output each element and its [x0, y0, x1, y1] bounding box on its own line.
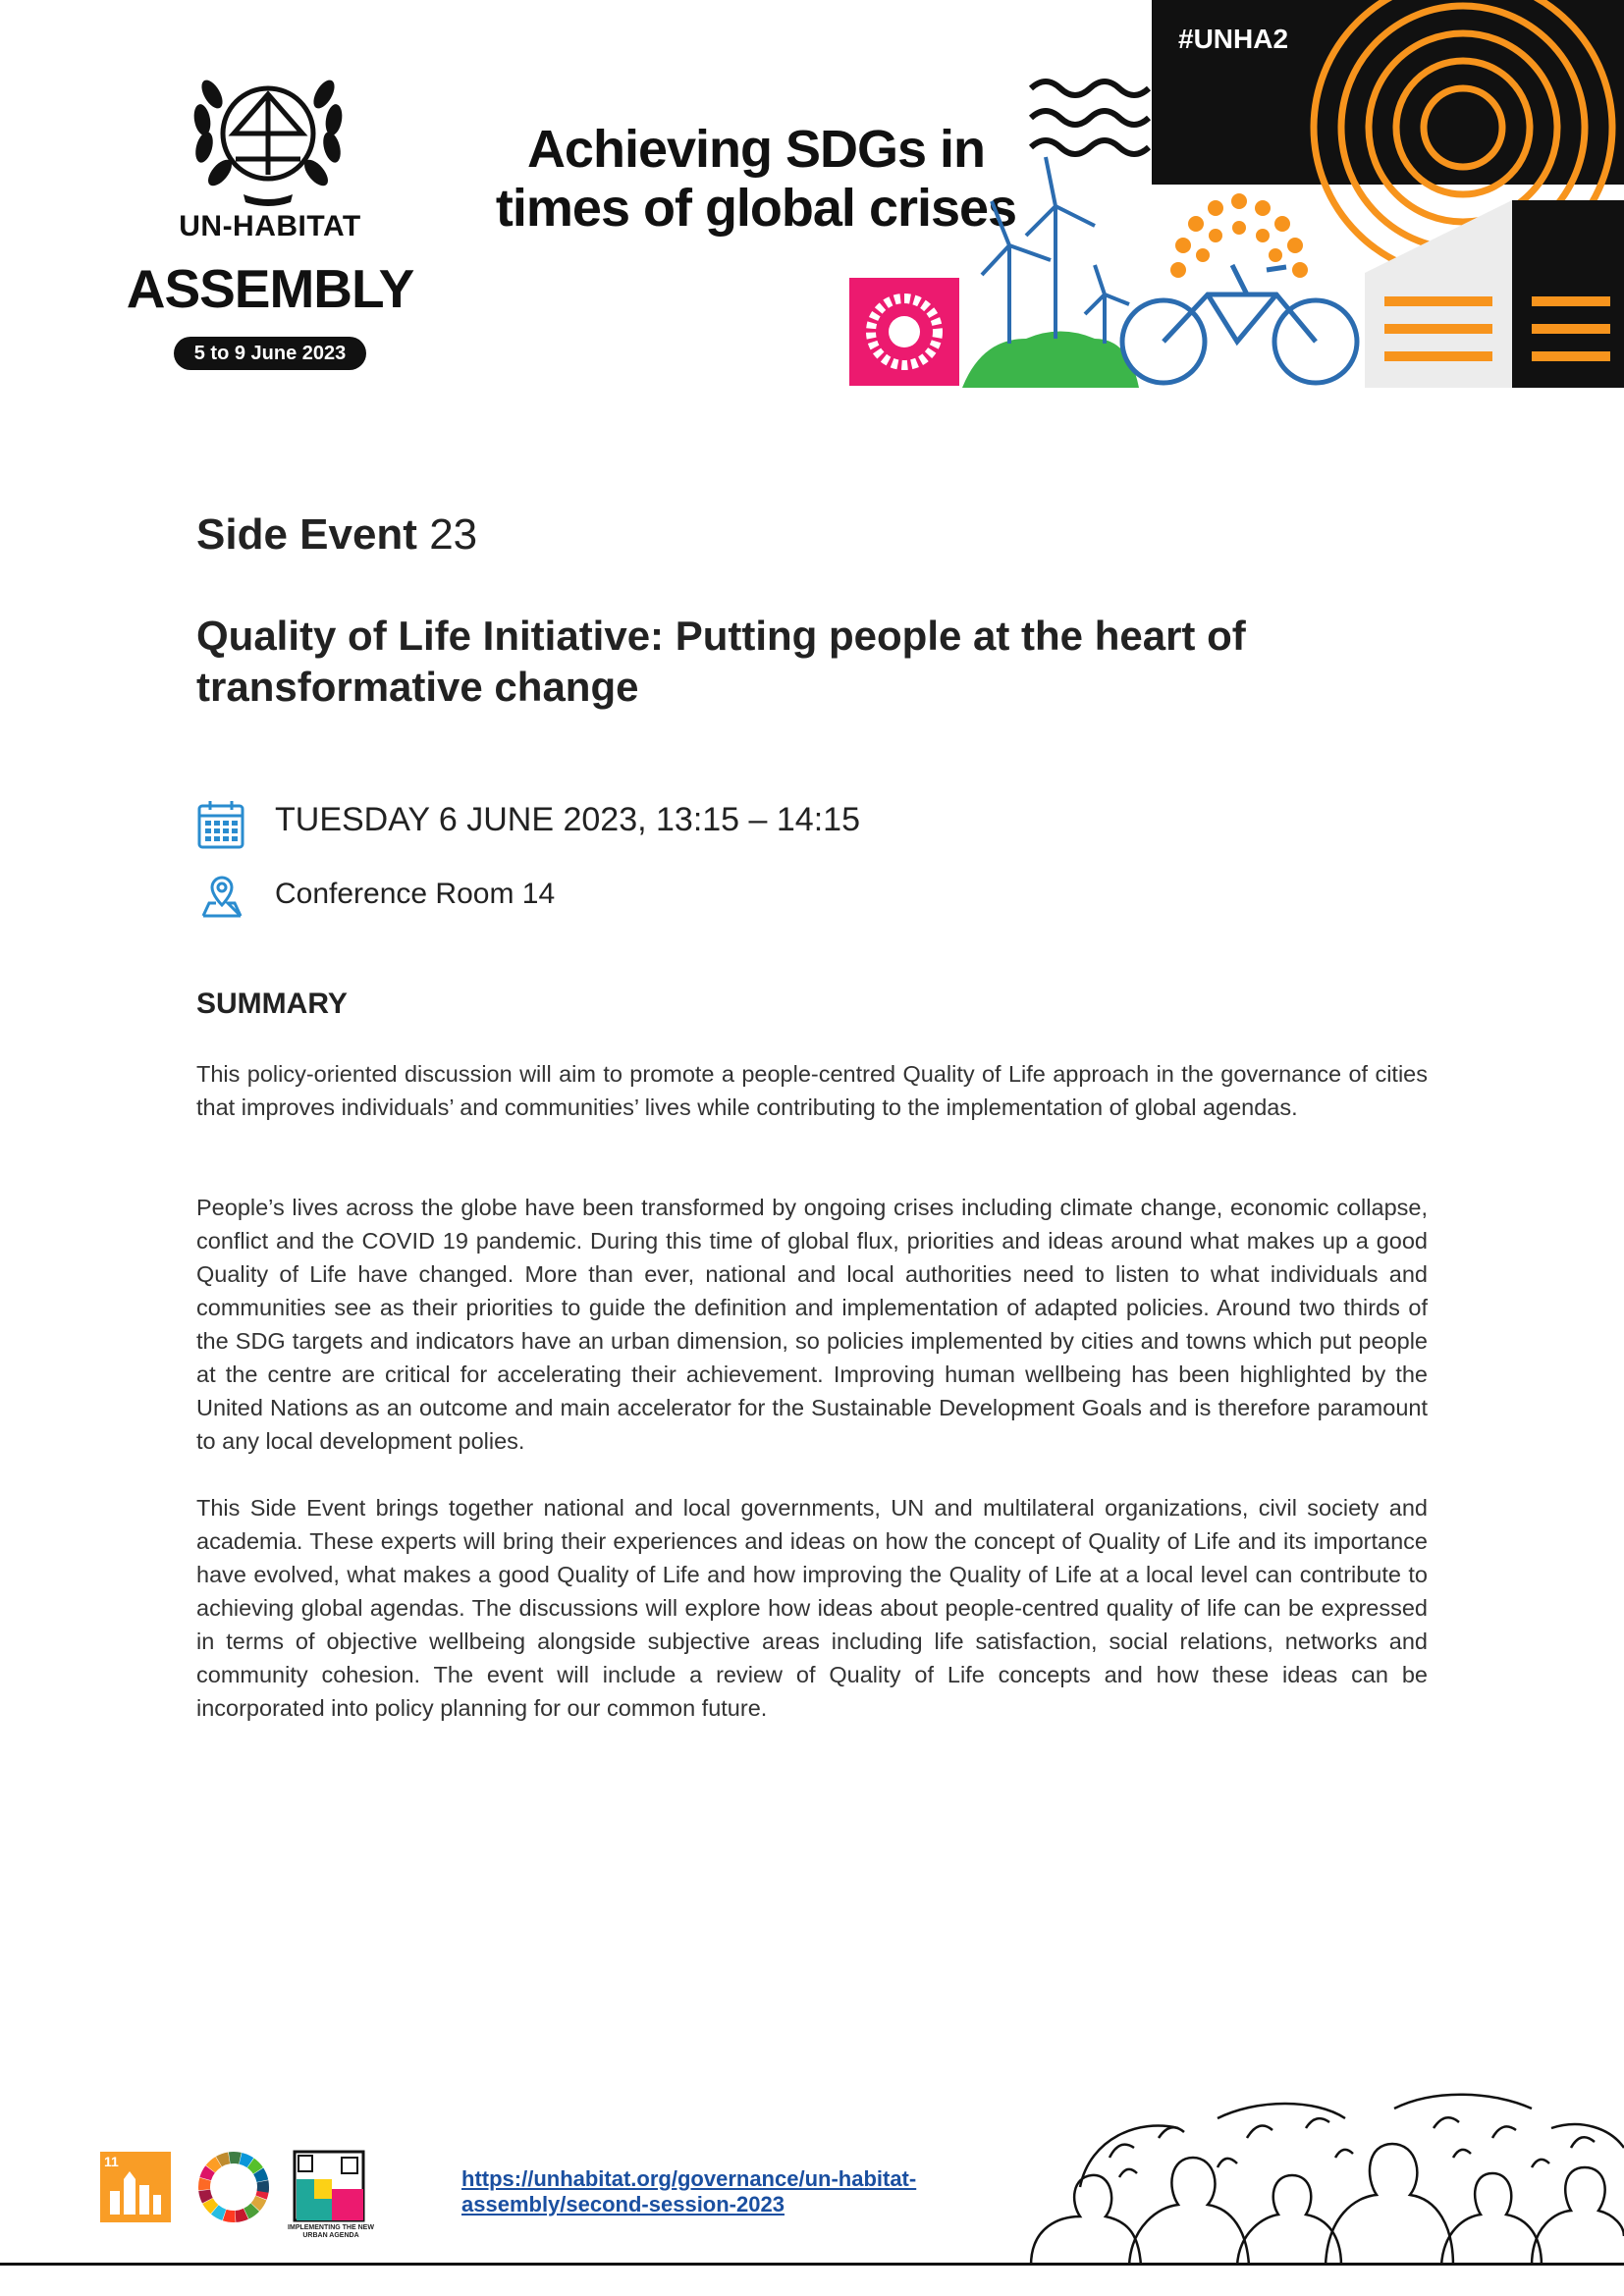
crowd-illustration	[1021, 2079, 1624, 2266]
side-event-label: Side Event	[196, 510, 417, 559]
dates-badge: 5 to 9 June 2023	[174, 337, 366, 370]
sun-dots	[1170, 193, 1308, 278]
map-pin-icon	[199, 874, 244, 919]
event-title: Quality of Life Initiative: Putting people at the heart of transformative change	[196, 613, 1246, 710]
tagline-line-1: Achieving SDGs in	[526, 120, 986, 179]
sdg-11-number: 11	[104, 2154, 119, 2169]
sdg-11-logo	[100, 2152, 171, 2222]
assembly-name: ASSEMBLY	[126, 258, 414, 319]
header-artwork	[844, 0, 1624, 393]
summary-paragraph-1: This policy-oriented discussion will aim to promote a people-centred Quality of Life approach in the governance of cities that improves individuals’ and communities’ lives while contributing to the implementation of global agendas.	[196, 1061, 1428, 1120]
summary-heading: SUMMARY	[196, 988, 348, 1020]
hashtag: #UNHA2	[1178, 24, 1289, 54]
event-link-line-2[interactable]: assembly/second-session-2023	[461, 2192, 785, 2216]
bicycle-icon	[1122, 265, 1357, 383]
event-location: Conference Room 14	[275, 878, 556, 910]
sdg-wheel-icon	[196, 2150, 271, 2224]
calendar-icon	[196, 799, 245, 850]
footer-rule	[0, 2263, 1624, 2266]
event-link[interactable]	[461, 2166, 992, 2217]
wave-lines	[1031, 81, 1149, 154]
wind-turbine-icon	[982, 157, 1129, 344]
org-name: UN-HABITAT	[179, 210, 361, 242]
tagline-line-2: times of global crises	[495, 179, 1017, 238]
nua-logo	[293, 2150, 365, 2222]
summary-paragraph-2: People’s lives across the globe have been transformed by ongoing crises including climate change, economic collapse, conflict and the COVID 19 pandemic. During this time of global flux, priorities and ideas around what makes up a good Quality of Life have changed. More than ever, national and local authorities need to listen to what individuals and communities see as their priorities to guide the definition and implementation of adapted policies. Around two thirds of the SDG targets and indicators have an urban dimension, so policies implemented by cities and towns which put people at the centre are critical for accelerating their achievement. Improving human wellbeing has been highlighted by the United Nations as an outcome and main accelerator for the Sustainable Development Goals and is therefore paramount to any local development polies.	[196, 1195, 1428, 1454]
side-event-number: 23	[429, 510, 478, 559]
event-datetime: TUESDAY 6 JUNE 2023, 13:15 – 14:15	[275, 801, 860, 838]
event-link-line-1[interactable]: https://unhabitat.org/governance/un-habitat-	[461, 2166, 917, 2191]
city-icon	[100, 2152, 171, 2222]
nua-caption: IMPLEMENTING THE NEW URBAN AGENDA	[288, 2224, 374, 2239]
un-emblem-icon	[175, 65, 361, 212]
side-event-heading	[196, 510, 477, 560]
summary-paragraph-3: This Side Event brings together national and local governments, UN and multilateral organizations, civil society and academia. These experts will bring their experiences and ideas on how the concept of Quality of Life and its importance have evolved, what makes a good Quality of Life and how improving the Quality of Life at a local level can contribute to achieving global agendas. The discussions will explore how ideas about people-centred quality of life can be expressed in terms of objective wellbeing alongside subjective areas including life satisfaction, social relations, networks and community cohesion. The event will include a review of Quality of Life concepts and how these ideas can be incorporated into policy planning for our common future.	[196, 1495, 1428, 1721]
